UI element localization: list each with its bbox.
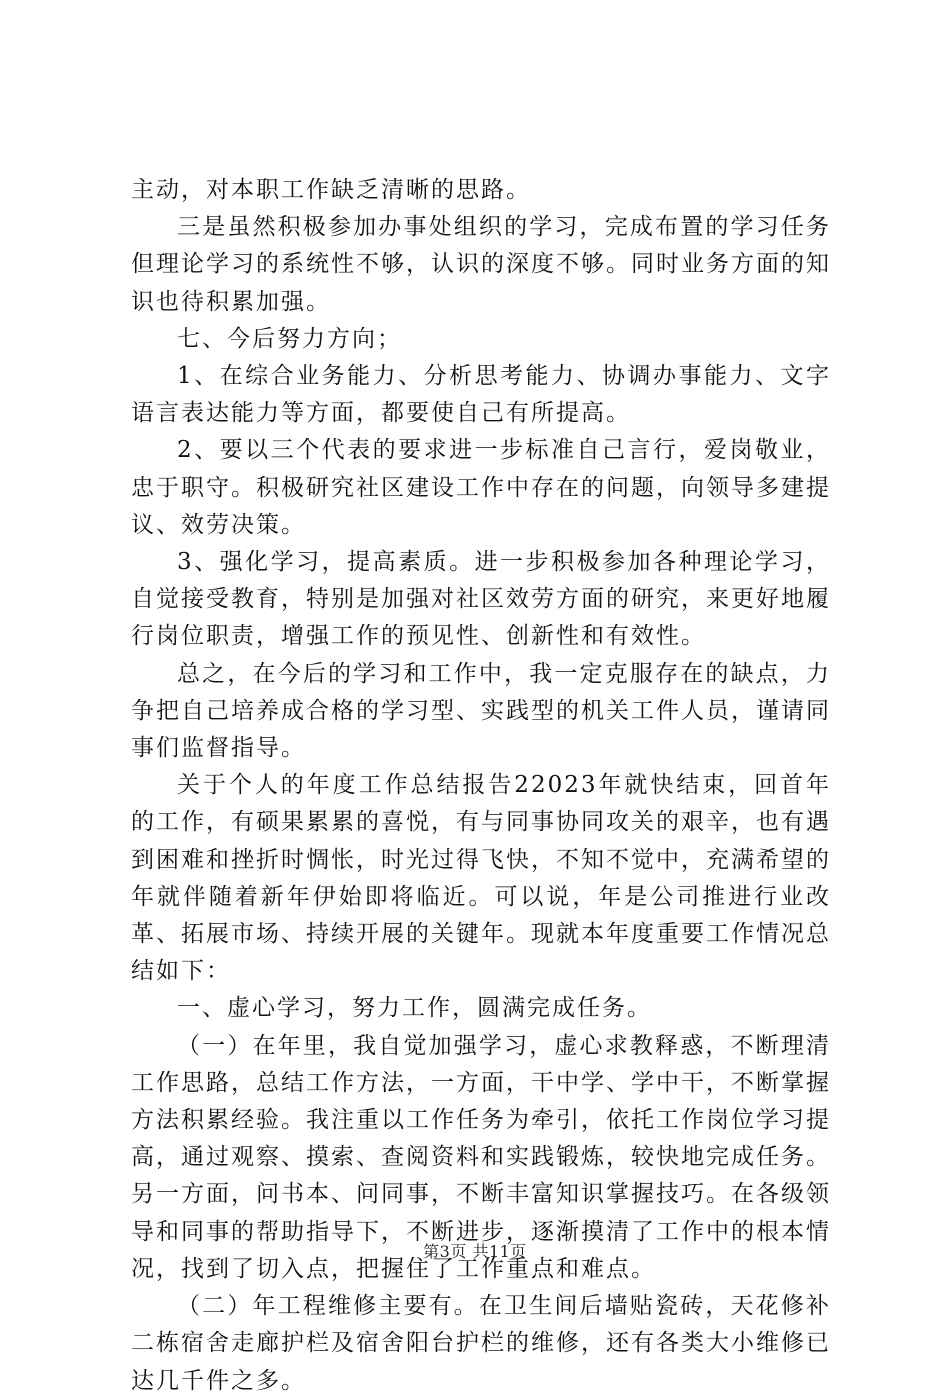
list-item: 1、在综合业务能力、分析思考能力、协调办事能力、文字语言表达能力等方面，都要使自己有所提高。	[131, 363, 831, 427]
document-body	[131, 172, 831, 1400]
paragraph: （一）在年里，我自觉加强学习，虚心求教释惑，不断理清工作思路，总结工作方法，一方面，干中学、学中干，不断掌握方法积累经验。我注重以工作任务为牵引，依托工作岗位学习提高，通过观察、摸索、查阅资料和实践锻炼，较快地完成任务。另一方面，问书本、问同事，不断丰富知识掌握技巧。在各级领导和同事的帮助指导下，不断进步，逐渐摸清了工作中的根本情况，找到了切入点，把握住了工作重点和难点。	[131, 1032, 831, 1282]
section-heading: 七、今后努力方向；	[177, 325, 402, 352]
page-number-footer: 第3页 共11页	[423, 1242, 527, 1261]
paragraph: 总之，在今后的学习和工作中，我一定克服存在的缺点，力争把自己培养成合格的学习型、实践型的机关工件人员，谨请同事们监督指导。	[131, 660, 831, 762]
paragraph: 主动，对本职工作缺乏清晰的思路。	[131, 177, 531, 203]
paragraph: 关于个人的年度工作总结报告22023年就快结束，回首年的工作，有硕果累累的喜悦，有与同事协同攻关的艰辛，也有遇到困难和挫折时惆怅，时光过得飞快，不知不觉中，充满希望的年就伴随着新年伊始即将临近。可以说，年是公司推进行业改革、拓展市场、持续开展的关键年。现就本年度重要工作情况总结如下：	[131, 772, 831, 985]
list-item: 3、强化学习，提高素质。进一步积极参加各种理论学习，自觉接受教育，特别是加强对社区效劳方面的研究，来更好地履行岗位职责，增强工作的预见性、创新性和有效性。	[131, 549, 831, 650]
section-heading: 一、虚心学习，努力工作，圆满完成任务。	[177, 995, 652, 1022]
paragraph: 三是虽然积极参加办事处组织的学习，完成布置的学习任务但理论学习的系统性不够，认识的深度不够。同时业务方面的知识也待积累加强。	[131, 214, 831, 315]
paragraph: （二）年工程维修主要有。在卫生间后墙贴瓷砖，天花修补二栋宿舍走廊护栏及宿舍阳台护栏的维修，还有各类大小维修已达几千件之多。	[131, 1293, 831, 1394]
list-item: 2、要以三个代表的要求进一步标准自己言行，爱岗敬业，忠于职守。积极研究社区建设工作中存在的问题，向领导多建提议、效劳决策。	[131, 437, 831, 538]
